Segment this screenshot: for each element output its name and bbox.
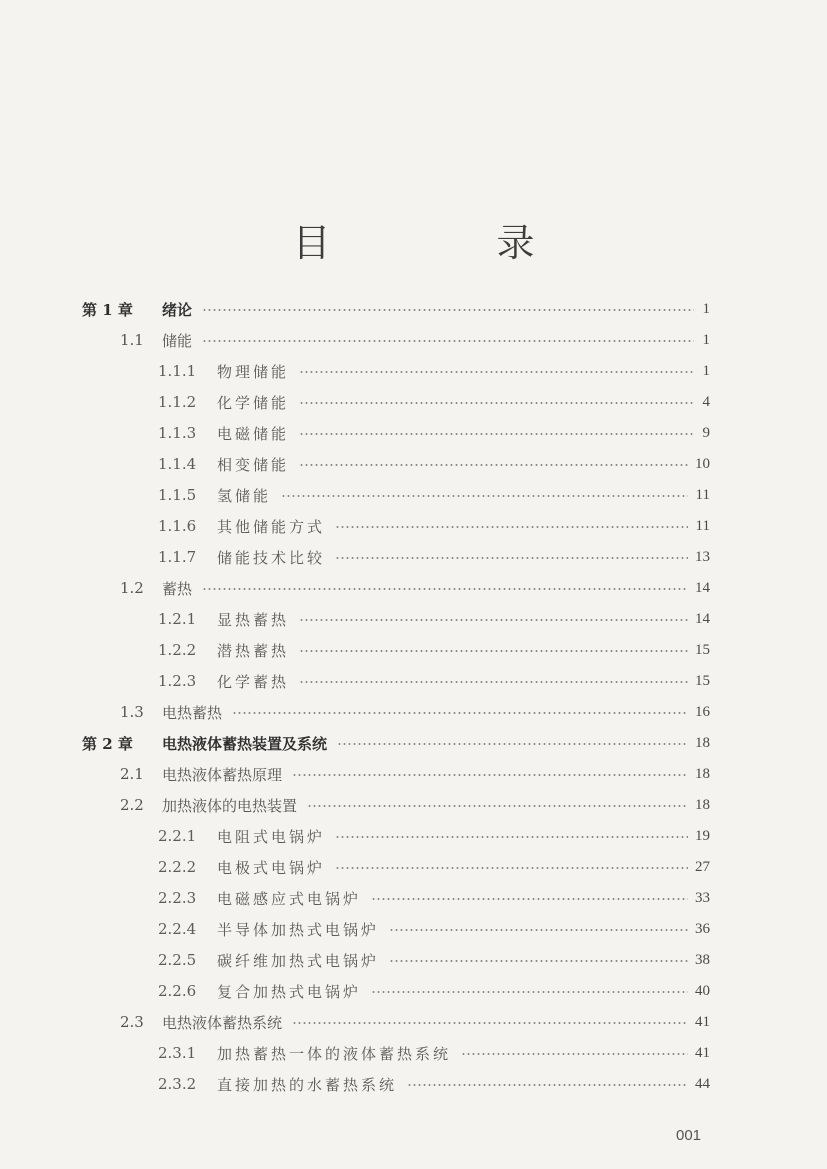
toc-entry-title: 化学储能 <box>217 393 290 412</box>
toc-entry-title: 显热蓄热 <box>217 610 290 629</box>
toc-entry[interactable] <box>0 480 827 510</box>
toc-leader-dots <box>202 309 694 311</box>
toc-entry-number: 2.3 <box>120 1013 144 1031</box>
toc-entry-page: 18 <box>695 765 710 782</box>
toc-entry-page: 19 <box>695 827 710 844</box>
toc-entry-number: 1.1.7 <box>158 548 197 566</box>
toc-leader-dots <box>337 743 688 745</box>
toc-leader-dots <box>281 495 688 497</box>
toc-entry-number: 第 1 章 <box>82 300 133 319</box>
toc-entry[interactable] <box>0 914 827 944</box>
toc-entry-title: 加热蓄热一体的液体蓄热系统 <box>217 1044 452 1063</box>
toc-entry-title: 电磁感应式电锅炉 <box>217 889 362 908</box>
toc-leader-dots <box>232 712 688 714</box>
toc-entry[interactable] <box>0 542 827 572</box>
toc-entry-title: 电极式电锅炉 <box>217 858 326 877</box>
toc-entry-page: 38 <box>695 951 710 968</box>
toc-leader-dots <box>299 371 694 373</box>
toc-entry[interactable] <box>0 945 827 975</box>
toc-entry-title: 化学蓄热 <box>217 672 290 691</box>
toc-entry[interactable] <box>0 325 827 355</box>
toc-entry-page: 16 <box>695 703 710 720</box>
toc-entry-number: 2.2.4 <box>158 920 197 938</box>
toc-leader-dots <box>299 681 688 683</box>
toc-leader-dots <box>299 650 688 652</box>
toc-entry-page: 14 <box>695 579 710 596</box>
toc-entry-title: 绪论 <box>162 300 193 319</box>
toc-entry-number: 1.1.3 <box>158 424 197 442</box>
toc-entry[interactable] <box>0 976 827 1006</box>
toc-entry[interactable] <box>0 635 827 665</box>
toc-entry-page: 9 <box>702 424 710 441</box>
toc-entry-page: 1 <box>702 300 710 317</box>
toc-entry-page: 13 <box>695 548 710 565</box>
toc-entry-title: 复合加热式电锅炉 <box>217 982 362 1001</box>
toc-entry[interactable] <box>0 759 827 789</box>
toc-entry-page: 15 <box>695 641 710 658</box>
toc-leader-dots <box>389 929 688 931</box>
toc-entry-page: 33 <box>695 889 710 906</box>
toc-entry-number: 1.2 <box>120 579 144 597</box>
toc-entry-title: 蓄热 <box>162 579 193 598</box>
toc-entry[interactable] <box>0 511 827 541</box>
toc-entry[interactable] <box>0 883 827 913</box>
toc-leader-dots <box>299 433 694 435</box>
toc-entry[interactable] <box>0 418 827 448</box>
toc-entry-number: 2.2.2 <box>158 858 197 876</box>
toc-entry[interactable] <box>0 1007 827 1037</box>
toc-entry-number: 1.3 <box>120 703 144 721</box>
toc-leader-dots <box>389 960 688 962</box>
toc-entry-title: 电热液体蓄热系统 <box>162 1013 283 1032</box>
toc-entry[interactable] <box>0 604 827 634</box>
toc-entry-title: 加热液体的电热装置 <box>162 796 298 815</box>
toc-entry-page: 10 <box>695 455 710 472</box>
toc-entry-title: 储能技术比较 <box>217 548 326 567</box>
toc-leader-dots <box>307 805 688 807</box>
toc-entry-title: 电磁储能 <box>217 424 290 443</box>
toc-leader-dots <box>202 340 694 342</box>
toc-entry-page: 44 <box>695 1075 710 1092</box>
toc-entry[interactable] <box>0 1069 827 1099</box>
toc-entry-number: 1.2.3 <box>158 672 197 690</box>
toc-entry-number: 1.1.2 <box>158 393 197 411</box>
toc-entry-number: 1.2.1 <box>158 610 197 628</box>
toc-entry-title: 直接加热的水蓄热系统 <box>217 1075 398 1094</box>
toc-leader-dots <box>371 898 688 900</box>
toc-entry-page: 11 <box>695 517 710 534</box>
toc-entry-number: 2.2.3 <box>158 889 197 907</box>
toc-entry-number: 2.2 <box>120 796 144 814</box>
toc-entry-page: 40 <box>695 982 710 999</box>
toc-leader-dots <box>335 557 688 559</box>
toc-entry-number: 1.1.4 <box>158 455 197 473</box>
page-number: 001 <box>676 1127 702 1144</box>
toc-entry-page: 36 <box>695 920 710 937</box>
toc-leader-dots <box>292 774 688 776</box>
toc-entry-page: 4 <box>702 393 710 410</box>
toc-entry-number: 1.1.6 <box>158 517 197 535</box>
toc-leader-dots <box>202 588 688 590</box>
toc-entry-page: 41 <box>695 1044 710 1061</box>
toc-leader-dots <box>371 991 688 993</box>
toc-entry-number: 2.3.2 <box>158 1075 197 1093</box>
toc-entry-page: 15 <box>695 672 710 689</box>
toc-leader-dots <box>407 1084 688 1086</box>
toc-entry[interactable] <box>0 697 827 727</box>
toc-leader-dots <box>299 464 688 466</box>
toc-entry-title: 氢储能 <box>217 486 272 505</box>
toc-leader-dots <box>335 867 688 869</box>
toc-entry[interactable] <box>0 449 827 479</box>
toc-entry[interactable] <box>0 852 827 882</box>
toc-entry-title: 电热蓄热 <box>162 703 223 722</box>
toc-entry[interactable] <box>0 356 827 386</box>
toc-entry[interactable] <box>0 790 827 820</box>
toc-entry-page: 14 <box>695 610 710 627</box>
toc-entry[interactable] <box>0 1038 827 1068</box>
toc-entry-page: 27 <box>695 858 710 875</box>
toc-entry-title: 相变储能 <box>217 455 290 474</box>
toc-entry-page: 18 <box>695 734 710 751</box>
page-title: 目 录 <box>292 221 599 265</box>
toc-entry[interactable] <box>0 573 827 603</box>
toc-entry[interactable] <box>0 666 827 696</box>
toc-entry[interactable] <box>0 294 827 324</box>
toc-entry-number: 1.1.5 <box>158 486 197 504</box>
toc-entry[interactable] <box>0 728 827 758</box>
toc-leader-dots <box>299 402 694 404</box>
toc-entry-page: 18 <box>695 796 710 813</box>
toc-entry-page: 1 <box>702 331 710 348</box>
toc-entry-title: 电热液体蓄热原理 <box>162 765 283 784</box>
toc-entry[interactable] <box>0 821 827 851</box>
toc-entry-number: 1.1.1 <box>158 362 197 380</box>
toc-entry-number: 2.2.6 <box>158 982 197 1000</box>
toc-entry-title: 半导体加热式电锅炉 <box>217 920 380 939</box>
toc-entry-number: 2.1 <box>120 765 144 783</box>
toc-leader-dots <box>461 1053 688 1055</box>
toc-entry-number: 第 2 章 <box>82 734 133 753</box>
toc-entry-title: 储能 <box>162 331 193 350</box>
toc-entry-title: 潜热蓄热 <box>217 641 290 660</box>
toc-leader-dots <box>335 836 688 838</box>
toc-entry-number: 1.2.2 <box>158 641 197 659</box>
toc-entry-title: 电热液体蓄热装置及系统 <box>162 734 328 753</box>
toc-entry-title: 碳纤维加热式电锅炉 <box>217 951 380 970</box>
toc-leader-dots <box>299 619 688 621</box>
toc-entry-number: 2.2.1 <box>158 827 197 845</box>
toc-entry-page: 1 <box>702 362 710 379</box>
toc-entry-page: 11 <box>695 486 710 503</box>
toc-entry-title: 物理储能 <box>217 362 290 381</box>
toc-entry-number: 2.3.1 <box>158 1044 197 1062</box>
toc-entry-title: 其他储能方式 <box>217 517 326 536</box>
toc-entry-title: 电阻式电锅炉 <box>217 827 326 846</box>
toc-entry-number: 1.1 <box>120 331 144 349</box>
toc-entry-page: 41 <box>695 1013 710 1030</box>
toc-leader-dots <box>335 526 688 528</box>
toc-entry-number: 2.2.5 <box>158 951 197 969</box>
toc-leader-dots <box>292 1022 688 1024</box>
toc-entry[interactable] <box>0 387 827 417</box>
